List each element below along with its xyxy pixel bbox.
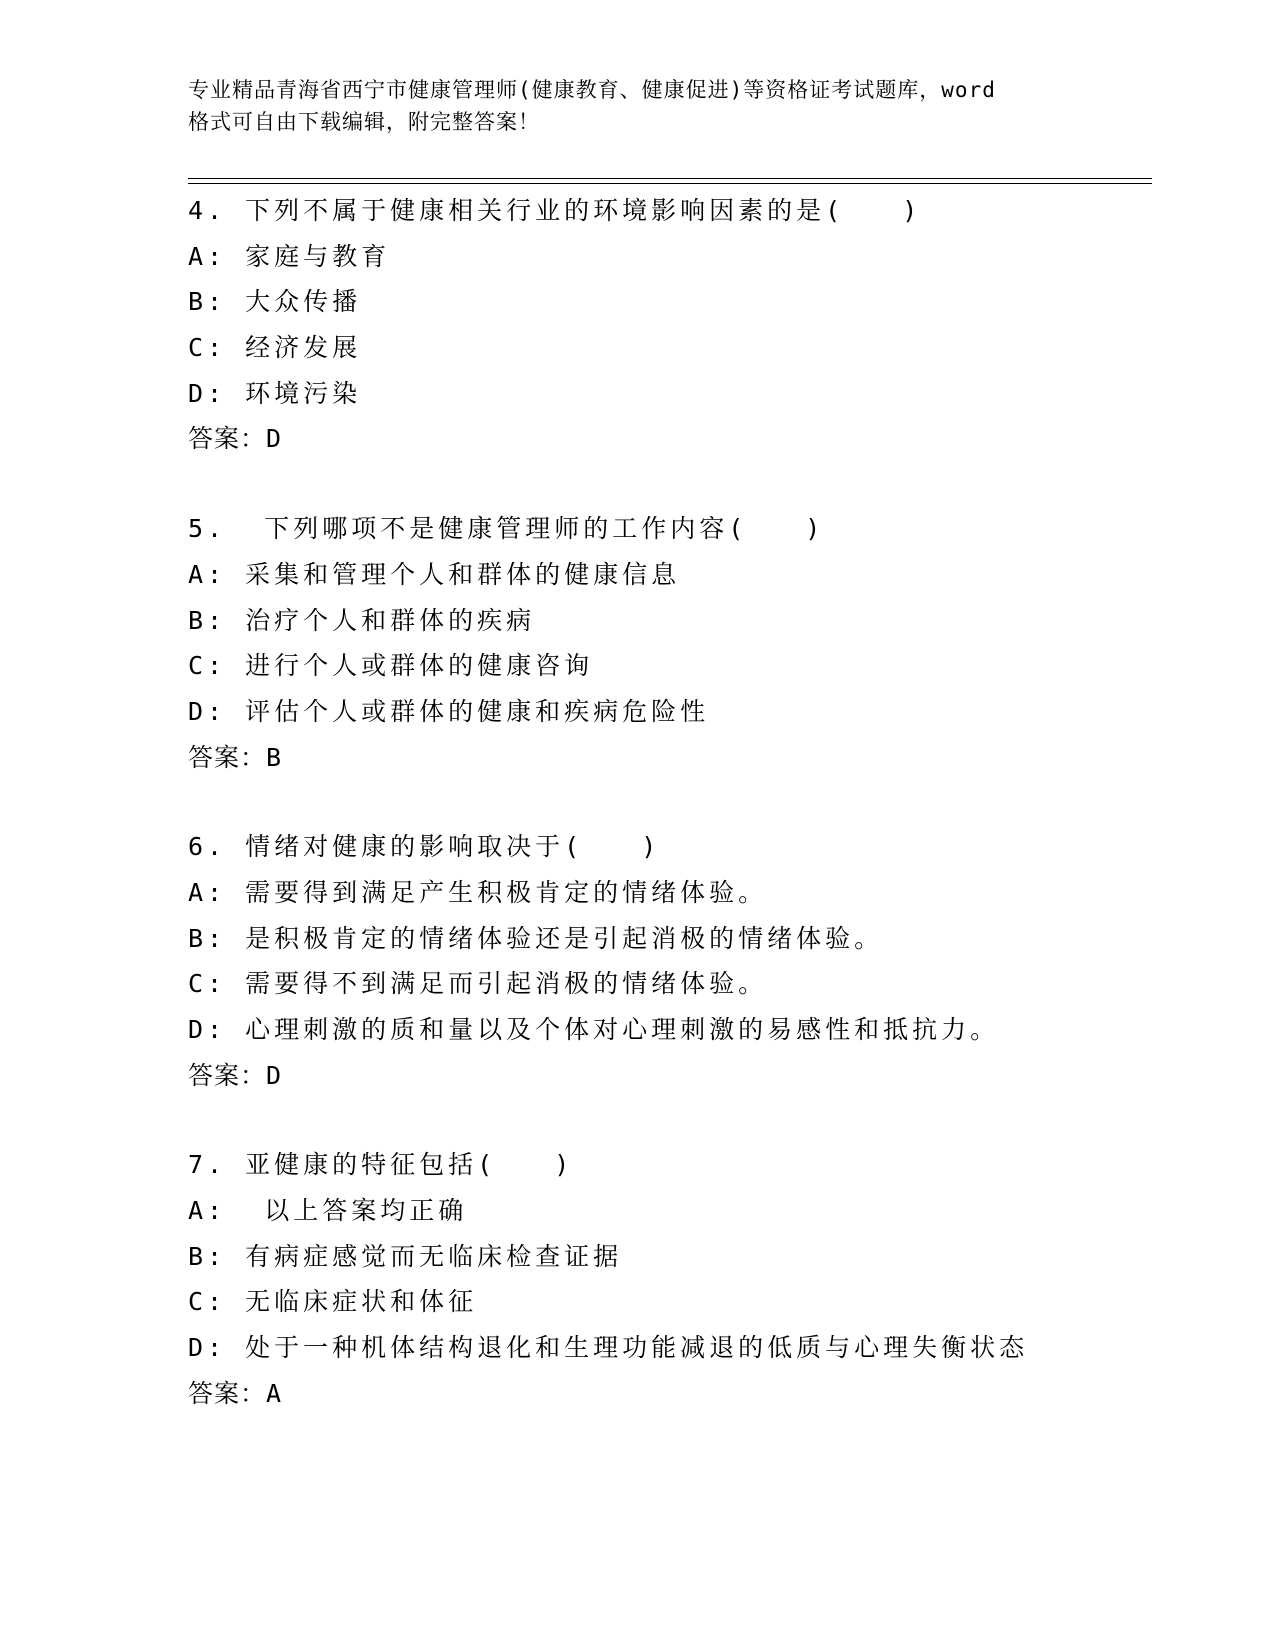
option-b: B: 是积极肯定的情绪体验还是引起消极的情绪体验。 [188,923,884,953]
option-a: A: 以上答案均正确 [188,1196,468,1226]
option-a: A: 需要得到满足产生积极肯定的情绪体验。 [188,877,768,907]
question-stem: 6. 情绪对健康的影响取决于( ) [188,832,661,862]
document-header [188,74,1088,138]
question-list [188,188,1168,1461]
option-d: D: 环境污染 [188,378,362,408]
header-line-1: 专业精品青海省西宁市健康管理师(健康教育、健康促进)等资格证考试题库，word [188,78,996,102]
answer-line: 答案：B [188,742,283,772]
option-c: C: 无临床症状和体征 [188,1287,478,1317]
question-6 [188,824,1168,1098]
option-a: A: 采集和管理个人和群体的健康信息 [188,559,681,589]
answer-line: 答案：D [188,1060,283,1090]
option-b: B: 有病症感觉而无临床检查证据 [188,1241,623,1271]
header-divider-top [188,178,1152,179]
question-7 [188,1142,1168,1416]
option-c: C: 经济发展 [188,333,362,363]
option-d: D: 评估个人或群体的健康和疾病危险性 [188,696,710,726]
option-b: B: 大众传播 [188,287,362,317]
question-stem: 5. 下列哪项不是健康管理师的工作内容( ) [188,514,825,544]
question-4 [188,188,1168,462]
answer-line: 答案：A [188,1378,283,1408]
question-stem: 7. 亚健康的特征包括( ) [188,1150,574,1180]
option-c: C: 进行个人或群体的健康咨询 [188,651,594,681]
option-d: D: 处于一种机体结构退化和生理功能减退的低质与心理失衡状态 [188,1333,1029,1363]
option-b: B: 治疗个人和群体的疾病 [188,605,536,635]
answer-line: 答案：D [188,424,283,454]
header-line-2: 格式可自由下载编辑，附完整答案！ [188,110,540,134]
option-d: D: 心理刺激的质和量以及个体对心理刺激的易感性和抵抗力。 [188,1015,1000,1044]
option-a: A: 家庭与教育 [188,241,391,271]
question-5 [188,506,1168,780]
question-stem: 4. 下列不属于健康相关行业的环境影响因素的是( ) [188,196,922,225]
option-c: C: 需要得不到满足而引起消极的情绪体验。 [188,969,768,999]
header-divider-bottom [188,183,1152,184]
